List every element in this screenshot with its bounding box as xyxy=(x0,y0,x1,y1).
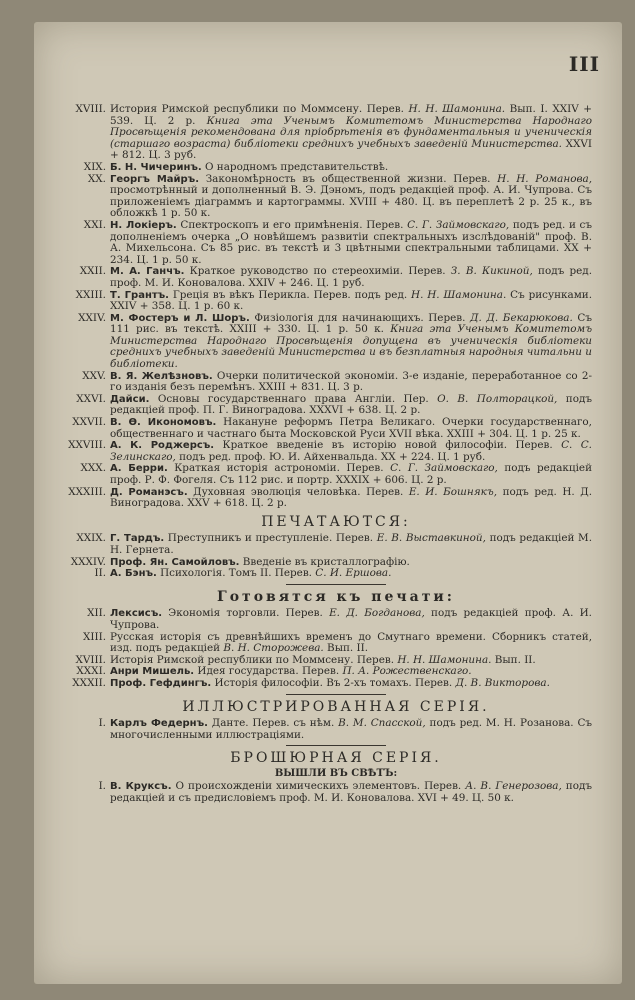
catalog-entry xyxy=(80,220,592,266)
entry-text: Очерки политической экономіи. 3-е изданіе, переработанное со 2-го изданія безъ перемѣнъ. XXIII + 831. Ц. 3 р. xyxy=(110,369,592,394)
brochure-heading: БРОШЮРНАЯ СЕРІЯ. xyxy=(230,750,442,767)
entry-translator: Н. Н. Шамонина. xyxy=(397,653,492,666)
entry-number: XXII. xyxy=(79,265,106,278)
catalog-entry xyxy=(76,392,592,417)
entry-number: XXX. xyxy=(80,462,106,475)
entry-author: Лексисъ. xyxy=(110,608,163,620)
entry-number: I. xyxy=(98,780,106,793)
entry-author: А. К. Роджерсъ. xyxy=(110,440,215,452)
catalog-entry xyxy=(72,676,592,690)
catalog-entry xyxy=(80,266,592,289)
entry-number: XXV. xyxy=(82,369,106,382)
entry-author: Георгъ Майръ. xyxy=(110,173,199,185)
entry-author: Т. Грантъ. xyxy=(110,289,169,301)
entry-translator: С. Г. Займовскаго, xyxy=(390,462,498,475)
entry-details: подъ ред. и съ дополненіемъ очерка „О новѣйшемъ развитіи спектральныхъ изслѣдованій" проф. В. А. Михельсона. Съ 85 рис. въ текстѣ и 3 цвѣтными спектральными таблицами. XX + 234. Ц. 1 р. 50 к. xyxy=(110,218,592,266)
catalog-entry xyxy=(80,781,592,804)
entry-details: подъ редакціей проф. П. Г. Виноградова. XXXVI + 638. Ц. 2 р. xyxy=(110,392,592,417)
entry-author: В. Круксъ. xyxy=(110,781,172,793)
catalog-content xyxy=(68,103,593,805)
brochure-subheading: ВЫШЛИ ВЪ СВѢТЪ: xyxy=(274,767,398,779)
catalog-entry xyxy=(80,718,592,741)
entry-translator: Н. Н. Шамонина. xyxy=(408,103,506,115)
entry-author: А. Берри. xyxy=(110,463,168,475)
entry-number: XXIII. xyxy=(75,288,106,301)
entry-author: Н. Локіеръ. xyxy=(110,219,177,231)
entry-details: подъ ред. проф. Ю. И. Айхенвальда. XX + 224. Ц. 1 руб. xyxy=(175,450,486,463)
entry-number: XXVII. xyxy=(72,416,106,429)
entry-number: XXIX. xyxy=(76,532,106,545)
divider xyxy=(286,694,386,695)
entry-number: XXI. xyxy=(83,218,106,231)
entry-author: А. Бэнъ. xyxy=(110,568,157,580)
catalog-entry xyxy=(80,313,592,371)
entry-text: Преступникъ и преступленіе. Перев. xyxy=(164,532,377,545)
entry-translator: В. Н. Сторожева. xyxy=(223,642,324,655)
entry-number: XXVI. xyxy=(76,392,106,405)
entry-text: Краткое руководство по стереохиміи. Перев. xyxy=(184,265,451,278)
entry-details: подъ ред. проф. М. И. Коновалова. XXIV + 246. Ц. 1 руб. xyxy=(110,265,593,289)
entry-details: подъ ред. Н. Д. Виноградова. XXV + 618. Ц. 2 р. xyxy=(110,485,593,510)
entry-number: I. xyxy=(98,717,106,730)
entry-number: XVIII. xyxy=(75,103,106,115)
entry-author: Карлъ Федернъ. xyxy=(110,718,208,730)
entry-translator: Д. Д. Бекарюкова. xyxy=(470,311,573,324)
printing-heading: ПЕЧАТАЮТСЯ: xyxy=(261,513,411,530)
entry-translator: А. В. Генерозова, xyxy=(465,780,562,793)
entry-text: О народномъ представительствѣ. xyxy=(201,160,389,173)
illustrated-list xyxy=(80,718,592,741)
entry-details: подъ редакціей М. Н. Гернета. xyxy=(110,532,592,556)
entry-author: Б. Н. Чичеринъ. xyxy=(110,161,202,173)
entry-text: Спектроскопъ и его примѣненія. Перев. xyxy=(176,218,408,231)
entry-text: Греція въ вѣкъ Перикла. Перев. подъ ред. xyxy=(168,288,412,301)
entry-text: Исторія Римской республики по Моммсену. Перев. xyxy=(110,653,398,666)
entry-text: Закономѣрность въ общественной жизни. Перев. xyxy=(199,172,498,185)
entry-translator: Н. Н. Шамонина. xyxy=(411,288,507,301)
illustrated-heading: ИЛЛЮСТРИРОВАННАЯ СЕРІЯ. xyxy=(182,698,490,715)
catalog-entry xyxy=(68,439,592,463)
entry-author: М. А. Ганчъ. xyxy=(110,266,185,278)
entry-details: подъ ред. М. Н. Розанова. Съ многочисленными иллюстраціями. xyxy=(110,717,593,741)
catalog-entry xyxy=(76,532,592,556)
entry-number: XXXI. xyxy=(76,665,106,678)
entry-text: Краткое введеніе въ исторію новой философіи. Перев. xyxy=(214,439,562,452)
entry-number: XXVIII. xyxy=(68,439,106,452)
preparing-heading: Готовятся къ печати: xyxy=(217,588,455,605)
entry-translator: П. А. Рожественскаго. xyxy=(342,665,472,678)
published-list xyxy=(68,103,593,510)
entry-translator: С. И. Ершова. xyxy=(315,567,392,580)
entry-text: Идея государства. Перев. xyxy=(194,665,343,678)
entry-note: Книга эта Ученымъ Комитетомъ Министерства Народнаго Просвѣщенія рекомендована для пріобрѣтенія въ фундаментальныя и ученическія (старшаго возраста) библіотеки среднихъ учебныхъ заведеній Министерства. xyxy=(110,114,592,150)
entry-author: Д. Романэсъ. xyxy=(110,486,188,498)
catalog-entry xyxy=(75,103,592,162)
entry-number: II. xyxy=(94,567,106,580)
entry-number: XXXIV. xyxy=(70,555,106,568)
entry-text: Русская исторія съ древнѣйшихъ временъ до Смутнаго времени. Сборникъ статей, изд. подъ редакціей xyxy=(110,630,592,655)
catalog-entry xyxy=(80,371,592,394)
entry-number: XXXIII. xyxy=(68,485,106,498)
entry-author: В. Ѳ. Икономовъ. xyxy=(110,417,217,429)
entry-details: Съ рисунками. XXIV + 358. Ц. 1 р. 60 к. xyxy=(110,288,592,313)
entry-text: Физіологія для начинающихъ. Перев. xyxy=(249,311,471,324)
entry-details: Вып. II. xyxy=(323,642,369,655)
entry-number: XVIII. xyxy=(75,653,106,666)
entry-details: Вып. I. XXIV + 539. Ц. 2 р. xyxy=(110,103,592,127)
catalog-entry xyxy=(72,416,592,440)
entry-text: Накануне реформъ Петра Великаго. Очерки государственнаго, общественнаго и частнаго быта Московской Руси XVII вѣка. XXIII + 304. Ц. 1 р. 25 к. xyxy=(110,416,592,440)
entry-note-details: XXVI + 812. Ц. 3 руб. xyxy=(110,137,592,162)
entry-author: Проф. Гефдингъ. xyxy=(110,677,212,689)
preparing-list xyxy=(72,607,592,689)
divider xyxy=(286,584,386,585)
entry-text: Основы государственнаго права Англіи. Пер. xyxy=(149,392,438,405)
entry-translator: С. Г. Займовскаго, xyxy=(407,218,510,231)
entry-details: Вып. II. xyxy=(491,653,536,666)
printing-list xyxy=(70,532,592,580)
entry-translator: З. В. Кикиной, xyxy=(450,265,533,278)
entry-author: Г. Тардъ. xyxy=(110,533,165,545)
entry-number: XXIV. xyxy=(78,311,106,324)
entry-details: подъ редакціей проф. Р. Ф. Фогеля. Съ 112 рис. и портр. XXXIX + 606. Ц. 2 р. xyxy=(110,462,592,486)
catalog-entry xyxy=(80,174,592,220)
entry-translator: Е. И. Бошнякъ, xyxy=(408,485,498,498)
entry-text: Психологія. Томъ II. Перев. xyxy=(156,567,316,580)
entry-note: Книга эта Ученымъ Комитетомъ Министерства Народнаго Просвѣщенія допущена въ ученическія библіотеки среднихъ учебныхъ заведеній Министерства и въ безплатныя народныя читальни и библіотеки. xyxy=(110,323,592,371)
entry-number: XIX. xyxy=(83,160,106,173)
entry-number: XXXII. xyxy=(72,676,106,689)
catalog-entry xyxy=(68,485,593,510)
brochure-list xyxy=(80,781,592,804)
book-page xyxy=(34,22,622,984)
entry-text: Краткая исторія астрономіи. Перев. xyxy=(167,462,391,475)
entry-details: просмотрѣнный и дополненный В. Э. Дэномъ, подъ редакціей проф. А. И. Чупрова. Съ приложеніемъ діаграммъ и картограммы. XVIII + 480. Ц. въ переплетѣ 2 р. 25 к., въ обложкѣ 1 р. 50 к. xyxy=(110,184,592,220)
entry-author: М. Фостеръ и Л. Шоръ. xyxy=(110,312,250,324)
entry-author: Дайси. xyxy=(110,393,150,405)
entry-text: О происхожденіи химическихъ элементовъ. Перев. xyxy=(171,780,466,793)
entry-translator: Н. Н. Романова, xyxy=(497,172,592,185)
entry-number: XIII. xyxy=(82,630,106,643)
catalog-entry xyxy=(75,288,592,313)
page-number: III xyxy=(568,52,600,76)
entry-author: Анри Мишель. xyxy=(110,666,195,678)
catalog-entry xyxy=(80,632,592,655)
entry-translator: Д. В. Викторова. xyxy=(455,676,550,689)
entry-text: Духовная эволюція человѣка. Перев. xyxy=(187,485,409,498)
entry-text: История Римской республики по Моммсену. Перев. xyxy=(110,103,409,115)
entry-text: Данте. Перев. съ нѣм. xyxy=(207,717,339,730)
entry-text: Экономія торговли. Перев. xyxy=(162,607,330,620)
entry-number: XX. xyxy=(87,172,106,185)
entry-details: подъ редакціей проф. А. И. Чупрова. xyxy=(110,607,592,631)
entry-text: Введеніе въ кристаллографію. xyxy=(239,555,410,568)
entry-details: подъ редакціей и съ предисловіемъ проф. М. И. Коновалова. XVI + 49. Ц. 50 к. xyxy=(110,780,592,805)
entry-translator: Е. В. Выставкиной, xyxy=(376,532,486,545)
entry-translator: С. С. Зелинскаго, xyxy=(110,439,592,463)
catalog-entry xyxy=(80,608,592,631)
catalog-entry xyxy=(80,463,592,486)
entry-text: Исторія философіи. Въ 2-хъ томахъ. Перев. xyxy=(211,676,456,689)
entry-number: XII. xyxy=(87,607,106,620)
catalog-entry xyxy=(80,568,592,580)
entry-author: Проф. Ян. Самойловъ. xyxy=(110,556,240,568)
divider xyxy=(286,745,386,746)
entry-author: В. Я. Желѣзновъ. xyxy=(110,370,213,382)
entry-translator: В. М. Спасской, xyxy=(338,717,426,730)
entry-translator: Е. Д. Богданова, xyxy=(329,607,425,620)
entry-details: Съ 111 рис. въ текстѣ. XXIII + 330. Ц. 1 р. 50 к. xyxy=(110,311,592,336)
entry-translator: О. В. Полторацкой, xyxy=(437,392,558,405)
